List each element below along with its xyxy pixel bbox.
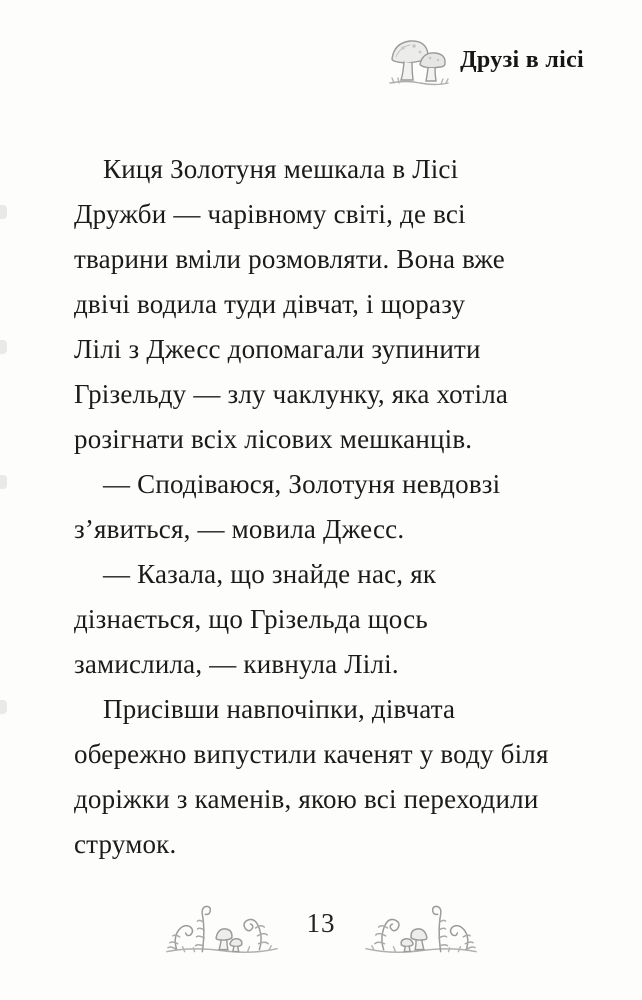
text-line: Присівши навпочіпки, дівчата (103, 694, 456, 724)
text-line: Лілі з Джесс допомагали зупинити (74, 334, 481, 364)
text-line: струмок. (74, 829, 177, 859)
text-line: — Казала, що знайде нас, як (103, 559, 437, 589)
text-line: — Сподіваюся, Золотуня невдовзі (103, 469, 501, 499)
text-line: з’явиться, — мовила Джесс. (74, 514, 405, 544)
scan-artifact (0, 475, 7, 489)
text-line: Дружби — чарівному світі, де всі (74, 199, 466, 229)
page-footer (0, 893, 642, 967)
text-line: Грізельду — злу чаклунку, яка хотіла (74, 379, 509, 409)
text-line: двічі водила туди дівчат, і щоразу (74, 289, 466, 319)
text-line: доріжки з каменів, якою всі переходили (74, 784, 539, 814)
page-header (386, 34, 584, 90)
fern-ornament-left (163, 900, 281, 960)
text-line: обережно випустили каченят у воду біля (74, 739, 549, 769)
text-line: дізнається, що Грізельда щось (74, 604, 428, 634)
scan-artifact (0, 340, 7, 354)
chapter-title: Друзі в лісі (460, 46, 584, 73)
text-line: розігнати всіх лісових мешканців. (74, 424, 473, 454)
page-number: 13 (306, 908, 336, 938)
fern-ornament-right (362, 900, 480, 960)
scan-artifact (0, 700, 7, 714)
body-text (74, 147, 574, 867)
scan-artifact (0, 205, 7, 219)
text-line: Киця Золотуня мешкала в Лісі (103, 154, 459, 184)
text-line: тварини вміли розмовляти. Вона вже (74, 244, 505, 274)
text-line: замислила, — кивнула Лілі. (74, 649, 399, 679)
mushrooms-icon (386, 34, 452, 90)
